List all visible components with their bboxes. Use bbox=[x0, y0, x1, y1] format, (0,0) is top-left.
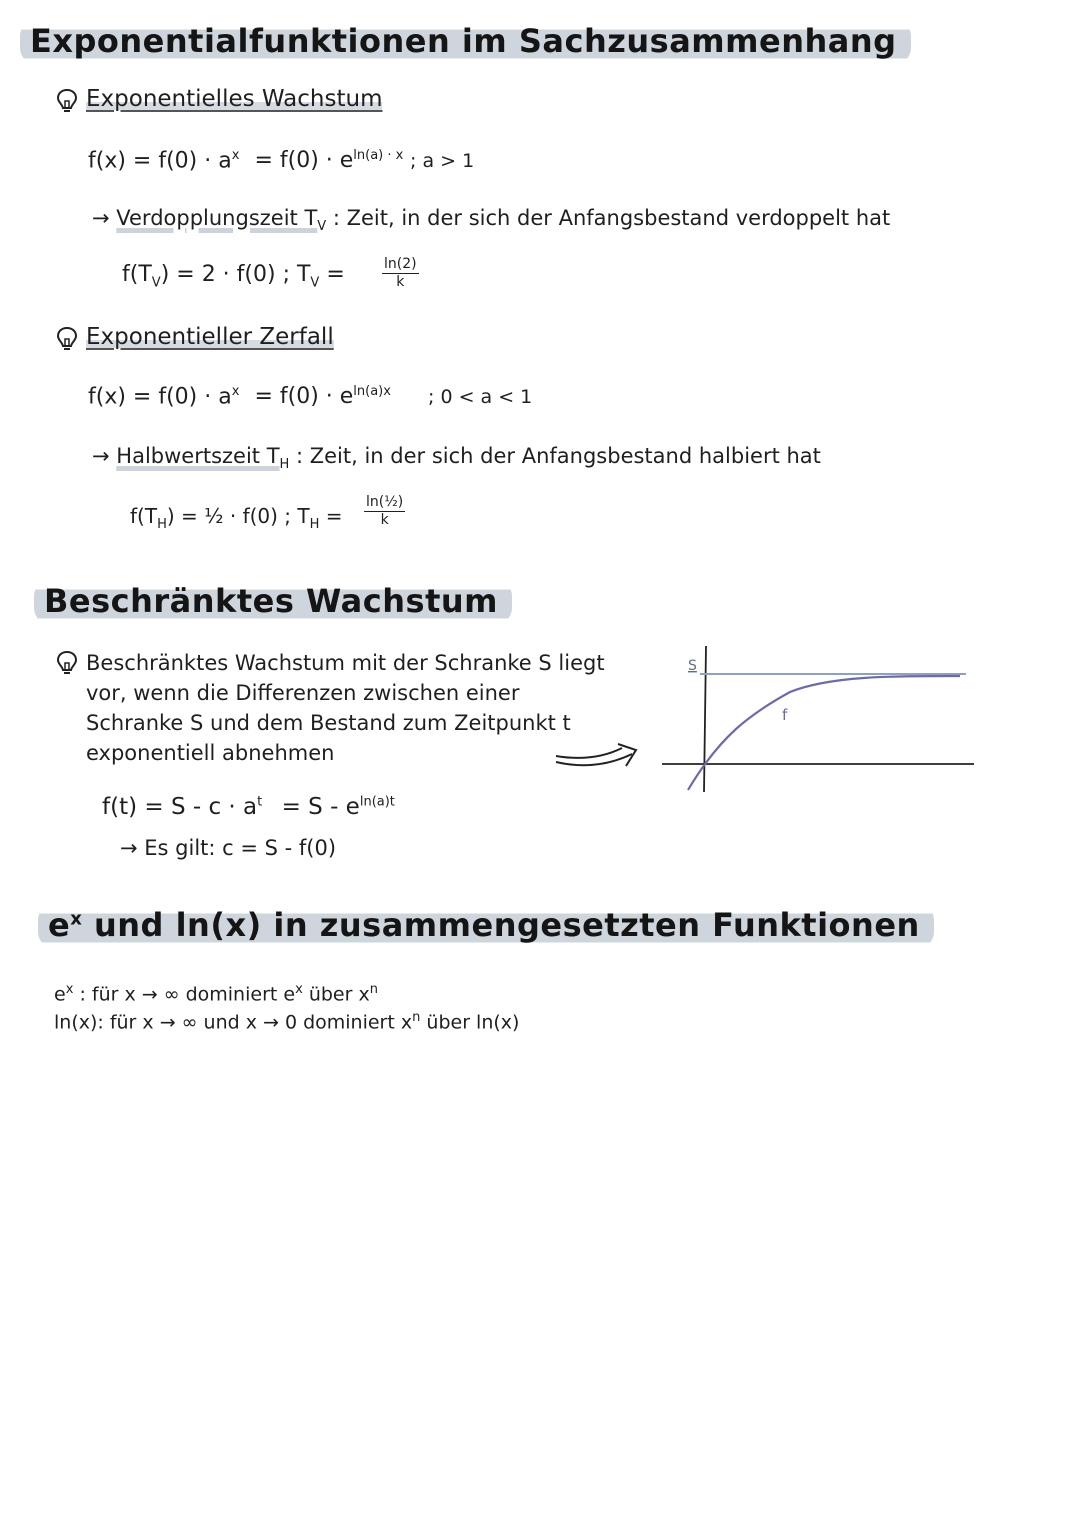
half-life-fraction: ln(½) k bbox=[366, 494, 404, 528]
doubling-fraction: ln(2) k bbox=[384, 256, 417, 290]
growth-curve bbox=[688, 676, 960, 790]
lightbulb-icon bbox=[56, 88, 78, 114]
curved-arrow-icon bbox=[552, 738, 642, 774]
lightbulb-icon bbox=[56, 326, 78, 352]
bounded-note: → Es gilt: c = S - f(0) bbox=[120, 836, 337, 860]
label-s: S bbox=[688, 658, 697, 674]
doubling-equation: $f(T_V) = 2 \cdot f(0)$ ; $T_V$ = bbox=[122, 262, 345, 291]
label-f: f bbox=[782, 706, 788, 724]
composite-line-exp: $e^x$ : für x → ∞ dominiert $e^x$ über $x^n$ bbox=[54, 982, 378, 1006]
subheading-growth: Exponentielles Wachstum bbox=[86, 86, 383, 112]
composite-line-ln: ln(x): für x → ∞ und x → 0 dominiert $x^n$ über ln(x) bbox=[54, 1010, 520, 1034]
section-title-composite: $e^x$ und ln(x) in zusammengesetzten Funktionen bbox=[38, 904, 934, 948]
formula-decay: $f(x) = f(0) \cdot a^x = f(0) \cdot e^{ln(a)x}$ bbox=[88, 384, 391, 410]
subheading-decay: Exponentieller Zerfall bbox=[86, 324, 334, 350]
bounded-growth-graph bbox=[660, 640, 980, 800]
section-title-bounded: Beschränktes Wachstum bbox=[34, 580, 512, 624]
condition-decay: ; 0 < a < 1 bbox=[428, 386, 533, 408]
lightbulb-icon bbox=[56, 650, 78, 676]
doubling-time-line: → Verdopplungszeit $T_V$ : Zeit, in der sich der Anfangsbestand verdoppelt hat bbox=[92, 206, 891, 235]
condition-growth: ; a > 1 bbox=[410, 150, 475, 172]
bounded-definition: Beschränktes Wachstum mit der Schranke S liegt vor, wenn die Differenzen zwischen einer Schranke S und dem Bestand zum Zeitpunkt t exponentiell abnehmen bbox=[86, 651, 605, 765]
formula-growth: $f(x) = f(0) \cdot a^x = f(0) \cdot e^{ln(a) \cdot x}$ bbox=[88, 148, 404, 174]
half-life-equation: $f(T_H)$ = ½ · f(0) ; $T_H$ = bbox=[130, 504, 343, 532]
y-axis bbox=[704, 646, 706, 792]
section-title-exponential: Exponentialfunktionen im Sachzusammenhang bbox=[20, 20, 911, 64]
half-life-line: → Halbwertszeit $T_H$ : Zeit, in der sich der Anfangsbestand halbiert hat bbox=[92, 444, 821, 473]
bounded-formula: $f(t) = S - c \cdot a^t = S - e^{ln(a)t}$ bbox=[102, 794, 395, 820]
